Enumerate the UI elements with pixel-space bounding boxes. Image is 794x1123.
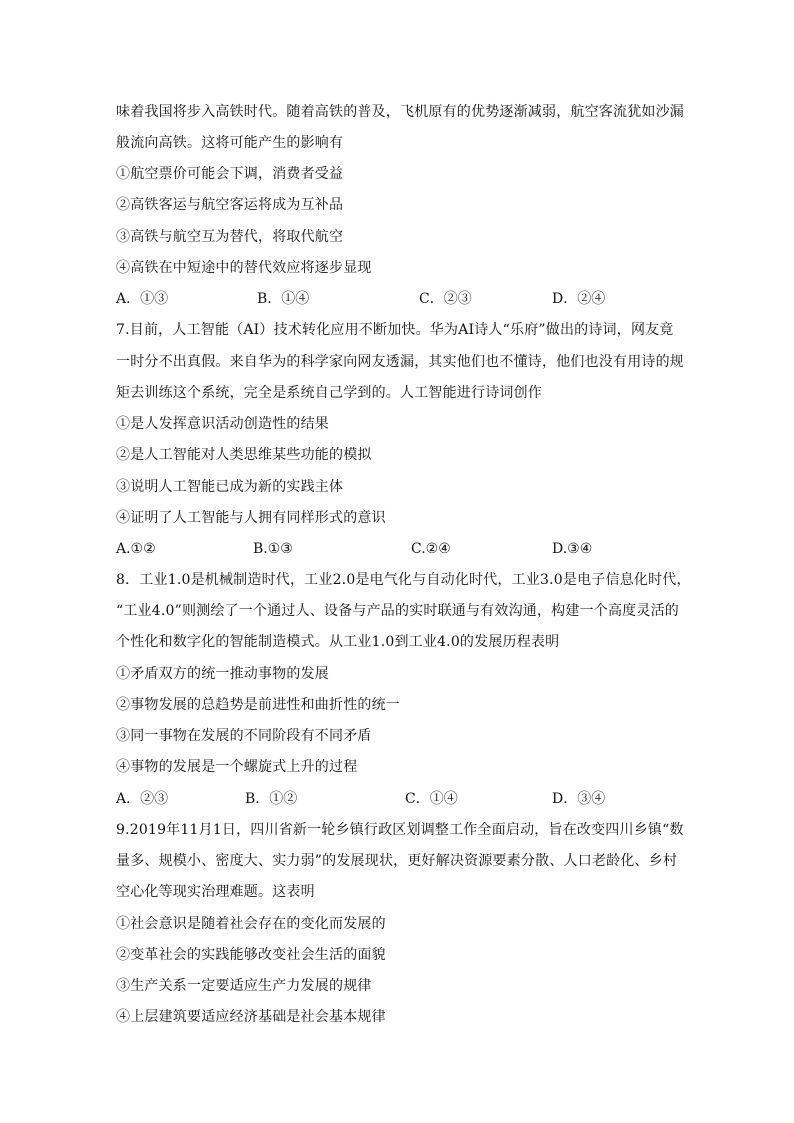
- q8-stem-line-2: “工业4.0”则测绘了一个通过人、设备与产品的实时联通与有效沟通，构建一个高度灵活的: [116, 603, 679, 619]
- q7-item-3: ③说明人工智能已成为新的实践主体: [116, 479, 344, 495]
- q6-item-3: ③高铁与航空互为替代，将取代航空: [116, 229, 344, 245]
- q6-item-1: ①航空票价可能会下调，消费者受益: [116, 166, 344, 182]
- q8-item-4: ④事物的发展是一个螺旋式上升的过程: [116, 759, 358, 775]
- q8-stem-line-1: 8．工业1.0是机械制造时代，工业2.0是电气化与自动化时代，工业3.0是电子信息化时代，: [116, 572, 691, 588]
- q7-option-a: A.①②: [116, 541, 156, 557]
- q8-item-3: ③同一事物在发展的不同阶段有不同矛盾: [116, 728, 372, 744]
- q6-stem-line-1: 味着我国将步入高铁时代。随着高铁的普及，飞机原有的优势逐渐减弱，航空客流犹如沙漏: [116, 104, 684, 120]
- q8-item-2: ②事物发展的总趋势是前进性和曲折性的统一: [116, 697, 400, 713]
- q7-option-d: D.③④: [552, 541, 593, 557]
- q6-option-d: D．②④: [552, 291, 606, 307]
- q8-item-1: ①矛盾双方的统一推动事物的发展: [116, 666, 329, 682]
- q7-item-1: ①是人发挥意识活动创造性的结果: [116, 416, 329, 432]
- q8-option-c: C．①④: [405, 791, 458, 807]
- q6-option-a: A．①③: [116, 291, 169, 307]
- q8-option-b: B．①②: [245, 791, 298, 807]
- q9-item-1: ①社会意识是随着社会存在的变化而发展的: [116, 916, 386, 932]
- q8-stem-line-3: 个性化和数字化的智能制造模式。从工业1.0到工业4.0的发展历程表明: [116, 634, 560, 650]
- q9-stem-line-3: 空心化等现实治理难题。这表明: [116, 884, 315, 900]
- q7-stem-line-3: 矩去训练这个系统，完全是系统自己学到的。人工智能进行诗词创作: [116, 385, 542, 401]
- q8-option-a: A．②③: [116, 791, 169, 807]
- q6-option-b: B．①④: [257, 291, 310, 307]
- q9-item-2: ②变革社会的实践能够改变社会生活的面貌: [116, 947, 386, 963]
- q7-stem-line-1: 7.目前，人工智能（AI）技术转化应用不断加快。华为AI诗人“乐府”做出的诗词，网友竟: [116, 322, 674, 338]
- q9-item-4: ④上层建筑要适应经济基础是社会基本规律: [116, 1009, 386, 1025]
- q9-item-3: ③生产关系一定要适应生产力发展的规律: [116, 978, 372, 994]
- q9-stem-line-2: 量多、规模小、密度大、实力弱”的发展现状，更好解决资源要素分散、人口老龄化、乡村: [116, 853, 678, 869]
- q7-option-c: C.②④: [411, 541, 451, 557]
- q6-item-4: ④高铁在中短途中的替代效应将逐步显现: [116, 260, 372, 276]
- q6-item-2: ②高铁客运与航空客运将成为互补品: [116, 197, 344, 213]
- q9-stem-line-1: 9.2019年11月1日，四川省新一轮乡镇行政区划调整工作全面启动，旨在改变四川乡镇“数: [116, 822, 684, 838]
- q7-stem-line-2: 一时分不出真假。来自华为的科学家向网友透漏，其实他们也不懂诗，他们也没有用诗的规: [116, 354, 684, 370]
- q8-option-d: D．③④: [552, 791, 606, 807]
- q7-item-4: ④证明了人工智能与人拥有同样形式的意识: [116, 510, 386, 526]
- q7-option-b: B.①③: [253, 541, 293, 557]
- q6-stem-line-2: 般流向高铁。这将可能产生的影响有: [116, 135, 344, 151]
- q6-option-c: C．②③: [419, 291, 472, 307]
- q7-item-2: ②是人工智能对人类思维某些功能的模拟: [116, 447, 372, 463]
